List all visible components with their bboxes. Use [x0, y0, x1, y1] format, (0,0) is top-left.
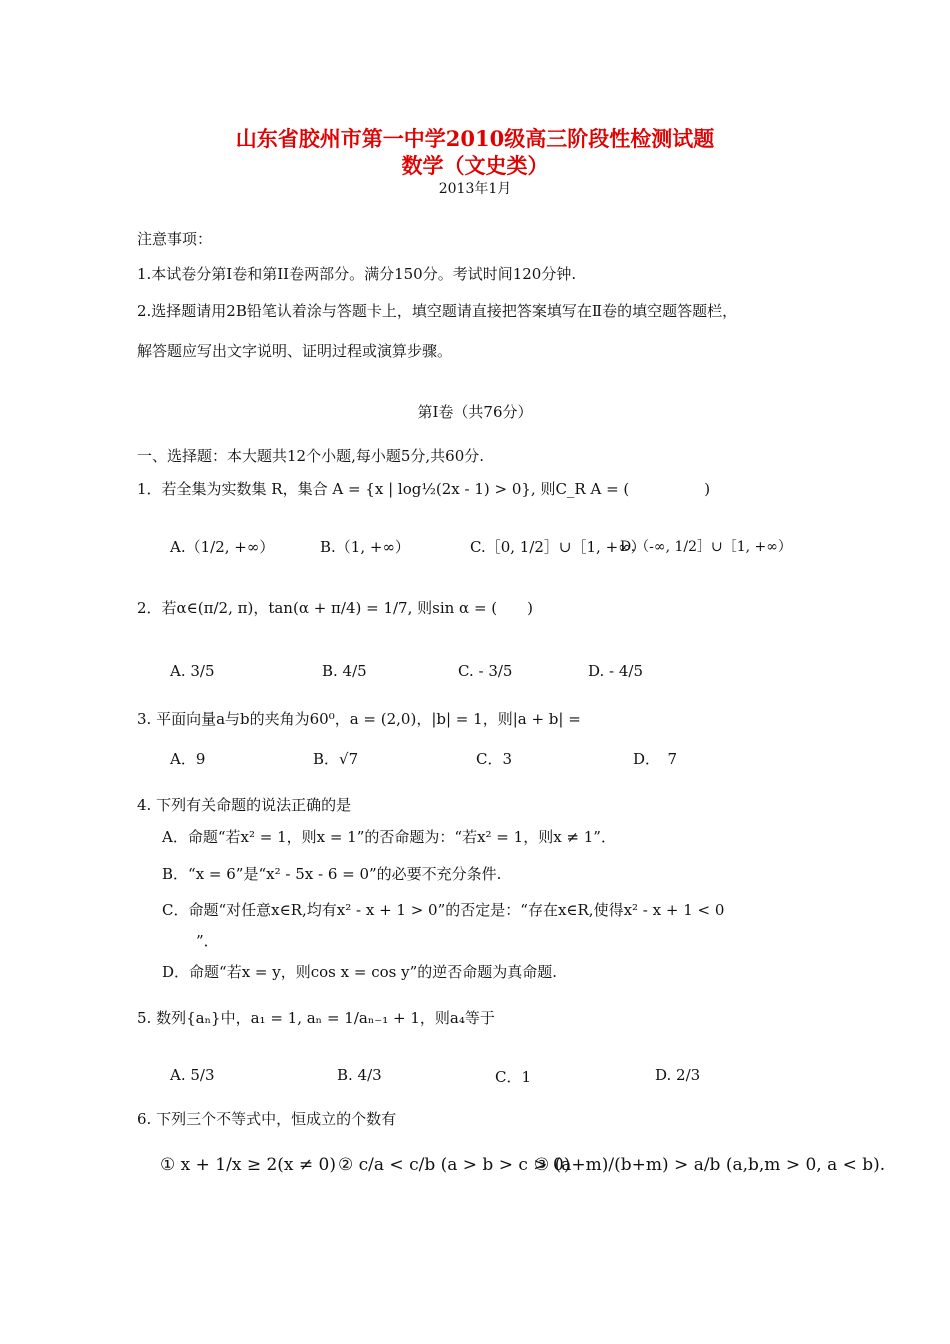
- question-1-stem: 1．若全集为实数集 R，集合 A = {x | log½(2x - 1) > 0}, 则C_R A = ( ): [137, 480, 711, 498]
- exam-subtitle: 数学（文史类）: [401, 153, 549, 178]
- question-5-option-b: B. 4/3: [337, 1066, 382, 1084]
- notes-item-1: 1.本试卷分第I卷和第II卷两部分。满分150分。考试时间120分钟.: [137, 265, 577, 283]
- question-5-stem: 5. 数列{aₙ}中，a₁ = 1, aₙ = 1/aₙ₋₁ + 1，则a₄等于: [137, 1009, 495, 1027]
- question-3-option-d: D． 7: [633, 750, 678, 768]
- question-6-item-2: ② c/a < c/b (a > b > c > 0): [338, 1155, 571, 1175]
- question-6-item-3: ③ (a+m)/(b+m) > a/b (a,b,m > 0, a < b).: [534, 1155, 886, 1175]
- question-2-option-d: D. - 4/5: [588, 662, 644, 680]
- question-1-option-c: C.［0, 1/2］∪［1, +∞）: [470, 538, 646, 556]
- question-6-stem: 6. 下列三个不等式中，恒成立的个数有: [137, 1110, 397, 1128]
- question-4-stem: 4. 下列有关命题的说法正确的是: [137, 796, 352, 814]
- exam-title: 山东省胶州市第一中学2010级高三阶段性检测试题: [235, 126, 715, 151]
- question-4-option-b: B．“x = 6”是“x² - 5x - 6 = 0”的必要不充分条件.: [162, 865, 502, 883]
- question-2-option-a: A. 3/5: [170, 662, 215, 680]
- notes-item-2: 2.选择题请用2B铅笔认着涂与答题卡上，填空题请直接把答案填写在Ⅱ卷的填空题答题栏，: [137, 302, 738, 320]
- question-1-option-d: D.（-∞, 1/2］∪［1, +∞）: [620, 539, 792, 555]
- section-intro: 一、选择题：本大题共12个小题,每小题5分,共60分.: [137, 447, 485, 465]
- question-3-option-a: A．9: [170, 750, 206, 768]
- question-3-option-b: B．√7: [313, 750, 359, 768]
- question-4-option-c-cont: ”．: [196, 932, 219, 950]
- question-3-option-c: C．3: [476, 750, 513, 768]
- question-4-option-c: C．命题“对任意x∈R,均有x² - x + 1 > 0”的否定是：“存在x∈R,使得x² - x + 1 < 0: [162, 901, 725, 919]
- question-2-option-c: C. - 3/5: [458, 662, 513, 680]
- question-2-stem: 2．若α∈(π/2, π)，tan(α + π/4) = 1/7, 则sin α = ( ): [137, 599, 533, 617]
- question-6-item-1: ① x + 1/x ≥ 2(x ≠ 0): [160, 1155, 337, 1175]
- question-1-option-b: B.（1, +∞）: [320, 538, 410, 556]
- question-5-option-c: C．1: [495, 1068, 532, 1086]
- section-title: 第Ⅰ卷（共76分）: [417, 403, 533, 421]
- notes-item-2-cont: 解答题应写出文字说明、证明过程或演算步骤。: [137, 342, 453, 360]
- question-5-option-d: D. 2/3: [655, 1066, 701, 1084]
- question-4-option-a: A．命题“若x² = 1，则x = 1”的否命题为：“若x² = 1，则x ≠ 1”．: [162, 828, 616, 846]
- question-5-option-a: A. 5/3: [170, 1066, 215, 1084]
- question-3-stem: 3. 平面向量a与b的夹角为60⁰，a = (2,0)，|b| = 1，则|a + b| =: [137, 710, 581, 728]
- exam-date: 2013年1月: [438, 181, 512, 197]
- question-2-option-b: B. 4/5: [322, 662, 367, 680]
- question-1-option-a: A.（1/2, +∞）: [170, 538, 275, 556]
- notes-heading: 注意事项：: [137, 230, 213, 248]
- question-4-option-d: D．命题“若x = y，则cos x = cos y”的逆否命题为真命题.: [162, 963, 558, 981]
